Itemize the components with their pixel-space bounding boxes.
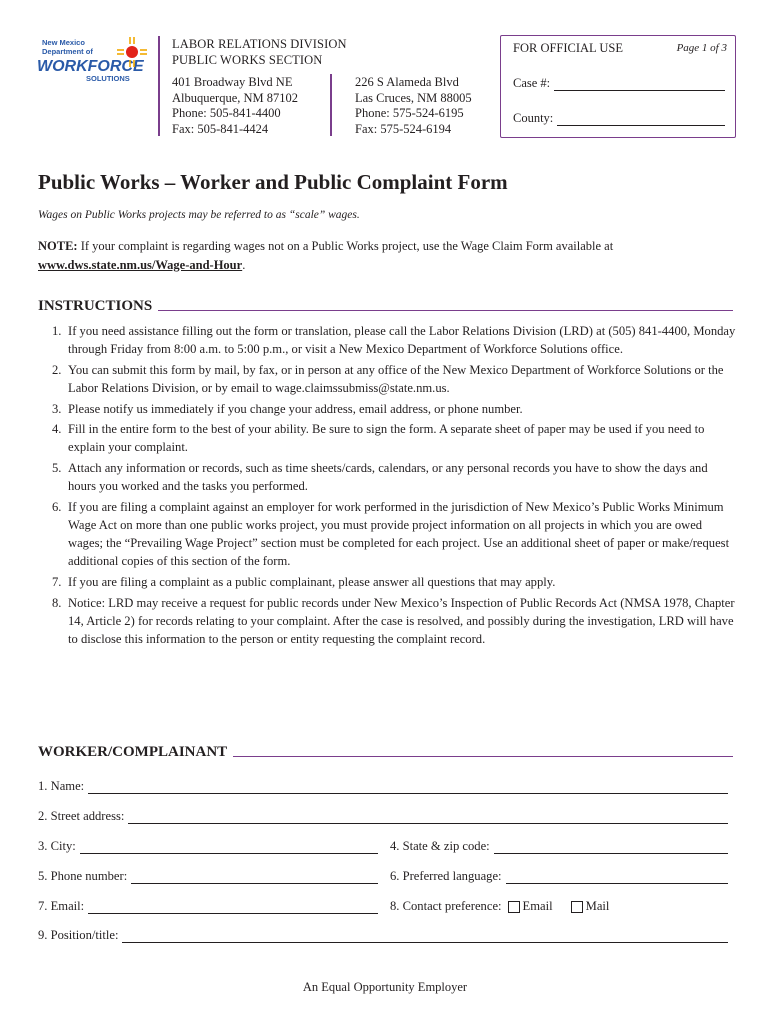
las-cruces-office-address: [355, 75, 472, 137]
logo-text-state: New Mexico: [42, 38, 85, 47]
note-end: .: [242, 257, 246, 272]
phone-line: Phone: 505-841-4400: [172, 106, 281, 120]
heading-rule: [233, 756, 733, 757]
email-option-label: Email: [522, 899, 553, 913]
form-subtitle: Wages on Public Works projects may be referred to as “scale” wages.: [38, 209, 360, 221]
instructions-list: [38, 322, 738, 651]
state-zip-input-line[interactable]: [494, 840, 728, 854]
language-label: 6. Preferred language:: [390, 869, 502, 883]
wage-hour-link[interactable]: www.dws.state.nm.us/Wage-and-Hour: [38, 257, 243, 272]
position-input-line[interactable]: [122, 929, 728, 943]
city-input-line[interactable]: [80, 840, 378, 854]
instruction-item: 7. If you are filing a complaint as a public complainant, please answer all questions that may apply.: [52, 574, 556, 589]
state-zip-field[interactable]: [390, 839, 728, 854]
state-zip-label: 4. State & zip code:: [390, 839, 490, 853]
language-input-line[interactable]: [506, 870, 728, 884]
address-line: Albuquerque, NM 87102: [172, 90, 299, 105]
fax-line: Fax: 575-524-6194: [355, 121, 452, 136]
heading-rule: [158, 310, 733, 311]
instruction-item: 2. You can submit this form by mail, by fax, or in person at any office of the New Mexico Department of Workforce Solutions or the Labor Relations Division, or by email to wage.claimssubmiss@state.nm.us.: [52, 362, 724, 395]
mail-checkbox[interactable]: [571, 901, 583, 913]
instruction-item: 6. If you are filing a complaint against an employer for work performed in the jurisdiction of New Mexico’s Public Works Minimum Wage Act on more than one public works project, you must provide project information on all projects in which you are owed wages; the “Prevailing Wage Project” section must be completed for each project. Use an additional sheet of paper or make/request additional copies of this section of the form.: [52, 499, 730, 569]
phone-label: 5. Phone number:: [38, 869, 128, 883]
email-input-line[interactable]: [88, 900, 378, 914]
street-address-field[interactable]: [38, 809, 728, 824]
contact-preference-field: [390, 899, 728, 914]
name-field[interactable]: [38, 779, 728, 794]
instruction-item: 8. Notice: LRD may receive a request for public records under New Mexico’s Inspection of Public Records Act (NMSA 1978, Chapter 14, Article 2) for records relating to your complaint. After the case is resolved, and possibly during the investigation, LRD will have to disclose this information to the person or entity requesting the complaint record.: [52, 595, 735, 646]
street-row: [38, 804, 728, 824]
albuquerque-office-address: [172, 75, 298, 137]
email-contact-row: [38, 894, 728, 914]
worker-heading-label: WORKER/COMPLAINANT: [38, 744, 228, 760]
section-name: PUBLIC WORKS SECTION: [172, 52, 323, 67]
division-name: LABOR RELATIONS DIVISION: [172, 37, 347, 51]
phone-input-line[interactable]: [131, 870, 378, 884]
county-field[interactable]: [513, 111, 725, 126]
note-text: If your complaint is regarding wages not on a Public Works project, use the Wage Claim Form available at: [77, 239, 614, 253]
header-divider-1: [158, 36, 160, 136]
case-number-field[interactable]: [513, 76, 725, 91]
header-divider-2: [330, 74, 332, 136]
worker-heading: [38, 744, 733, 761]
phone-language-row: [38, 864, 728, 884]
name-row: [38, 774, 728, 794]
address-line: 401 Broadway Blvd NE: [172, 75, 293, 89]
instruction-item: 3. Please notify us immediately if you change your address, email address, or phone number.: [52, 401, 523, 416]
note-paragraph: [38, 237, 738, 274]
phone-line: Phone: 575-524-6195: [355, 106, 464, 120]
county-line[interactable]: [557, 113, 725, 126]
logo-text-department: Department of: [42, 47, 93, 56]
case-number-label: Case #:: [513, 76, 551, 90]
footer-text: An Equal Opportunity Employer: [302, 980, 468, 994]
instructions-heading-label: INSTRUCTIONS: [38, 298, 153, 314]
note-label: NOTE:: [38, 239, 78, 253]
email-field[interactable]: [38, 899, 378, 914]
fax-line: Fax: 505-841-4424: [172, 121, 269, 136]
instruction-item: 4. Fill in the entire form to the best of your ability. Be sure to sign the form. A separate sheet of paper may be used if you need to explain your complaint.: [52, 422, 705, 455]
instruction-item: 1. If you need assistance filling out the form or translation, please call the Labor Relations Division (LRD) at (505) 841-4400, Monday through Friday from 8:00 a.m. to 5:00 p.m., or visit a New Mexico Department of Workforce Solutions office.: [52, 324, 736, 357]
position-row: [38, 923, 728, 943]
logo-text-workforce: WORKFORCE: [37, 58, 144, 75]
email-checkbox[interactable]: [508, 901, 520, 913]
city-state-row: [38, 834, 728, 854]
form-title: Public Works – Worker and Public Complaint Form: [38, 170, 508, 194]
name-label: 1. Name:: [38, 779, 85, 793]
case-number-line[interactable]: [554, 78, 725, 91]
email-label: 7. Email:: [38, 899, 85, 913]
street-address-input-line[interactable]: [128, 810, 728, 824]
name-input-line[interactable]: [88, 780, 728, 794]
mail-option-label: Mail: [585, 899, 610, 913]
position-field[interactable]: [38, 928, 728, 943]
division-heading: [172, 37, 347, 68]
county-label: County:: [513, 111, 554, 125]
position-label: 9. Position/title:: [38, 928, 119, 942]
logo-text-solutions: SOLUTIONS: [86, 74, 130, 83]
address-line: 226 S Alameda Blvd: [355, 75, 459, 89]
address-line: Las Cruces, NM 88005: [355, 90, 472, 105]
language-field[interactable]: [390, 869, 728, 884]
instructions-heading: [38, 298, 733, 315]
page-number: Page 1 of 3: [676, 42, 727, 54]
workforce-solutions-logo: [36, 36, 152, 96]
city-field[interactable]: [38, 839, 378, 854]
instruction-item: 5. Attach any information or records, such as time sheets/cards, calendars, or any personal records you have to show the days and hours you worked and the tasks you performed.: [52, 460, 708, 494]
street-address-label: 2. Street address:: [38, 809, 125, 823]
phone-field[interactable]: [38, 869, 378, 884]
official-use-title: FOR OFFICIAL USE: [513, 41, 623, 55]
official-use-box: [500, 35, 736, 138]
city-label: 3. City:: [38, 839, 76, 853]
contact-preference-label: 8. Contact preference:: [390, 899, 502, 913]
